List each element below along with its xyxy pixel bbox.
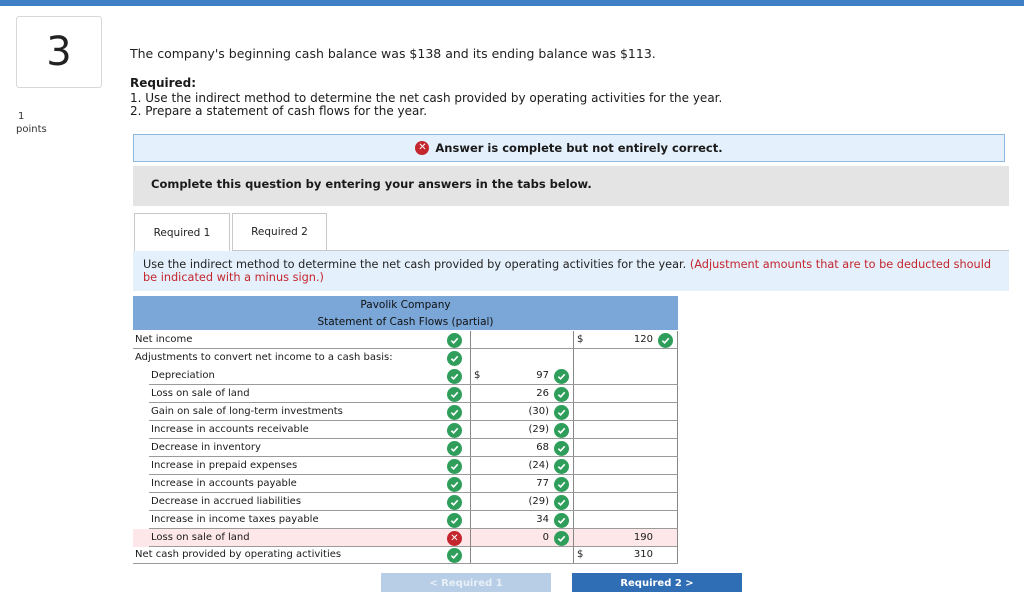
- adjustment-label: Increase in prepaid expenses: [151, 460, 298, 471]
- adjustment-row: [133, 493, 678, 511]
- check-icon: [447, 441, 462, 456]
- adjustment-row: [133, 439, 678, 457]
- result-banner-text: Answer is complete but not entirely correct.: [435, 141, 723, 155]
- check-icon: [447, 405, 462, 420]
- net-cash-row: [133, 546, 678, 564]
- adjustment-total-cell[interactable]: [574, 511, 678, 529]
- check-icon: [554, 405, 569, 420]
- adjustment-amount: 68: [536, 442, 549, 453]
- adjustment-row: [133, 475, 678, 493]
- check-icon: [554, 387, 569, 402]
- adjustment-amount-cell[interactable]: [470, 511, 574, 529]
- tab-instruction: [133, 251, 1009, 291]
- adjustment-amount: 34: [536, 514, 549, 525]
- adjustment-amount: (30): [528, 406, 549, 417]
- adjustment-total-cell[interactable]: [574, 439, 678, 457]
- adjustment-amount: 0: [542, 532, 549, 543]
- adjustments-col-a[interactable]: [470, 349, 574, 367]
- net-income-col-b[interactable]: [574, 331, 678, 349]
- points-value: 1: [18, 111, 25, 122]
- tab-required-1[interactable]: [134, 213, 230, 252]
- required-item-2: 2. Prepare a statement of cash flows for the year.: [130, 104, 428, 118]
- net-income-label: Net income: [135, 334, 193, 345]
- check-icon: [554, 459, 569, 474]
- adjustment-amount-cell[interactable]: [470, 493, 574, 511]
- adjustment-dollar: $: [474, 370, 481, 381]
- instruction-bar: Complete this question by entering your answers in the tabs below.: [133, 166, 1009, 206]
- check-icon: [447, 459, 462, 474]
- adjustment-label: Decrease in accrued liabilities: [151, 496, 302, 507]
- check-icon: [447, 513, 462, 528]
- check-icon: [447, 548, 462, 563]
- check-icon: [447, 387, 462, 402]
- adjustments-col-b[interactable]: [574, 349, 678, 367]
- prev-tab-button[interactable]: < Required 1: [381, 573, 551, 592]
- adjustment-total-cell[interactable]: [574, 493, 678, 511]
- adjustment-total-cell[interactable]: [574, 529, 678, 547]
- check-icon: [447, 477, 462, 492]
- check-icon: [447, 495, 462, 510]
- adjustment-total-cell[interactable]: [574, 421, 678, 439]
- adjustment-amount: (29): [528, 496, 549, 507]
- net-cash-label: Net cash provided by operating activities: [135, 549, 342, 560]
- check-icon: [554, 531, 569, 546]
- adjustment-label: Depreciation: [151, 370, 215, 381]
- adjustment-amount-cell[interactable]: [470, 421, 574, 439]
- adjustment-total-cell[interactable]: [574, 385, 678, 403]
- adjustment-amount-cell[interactable]: [470, 403, 574, 421]
- check-icon: [447, 351, 462, 366]
- adjustment-label: Decrease in inventory: [151, 442, 261, 453]
- adjustment-label: Gain on sale of long-term investments: [151, 406, 343, 417]
- check-icon: [447, 369, 462, 384]
- adjustment-amount-cell[interactable]: [470, 475, 574, 493]
- cash-flow-statement: [133, 296, 678, 565]
- adjustment-amount-cell[interactable]: [470, 529, 574, 547]
- adjustment-label: Loss on sale of land: [151, 532, 250, 543]
- adjustments-total: 190: [633, 532, 653, 543]
- required-heading: Required:: [130, 76, 197, 90]
- x-circle-icon: ✕: [415, 141, 429, 155]
- adjustment-amount: 97: [536, 370, 549, 381]
- adjustment-row: [133, 385, 678, 403]
- adjustment-amount-cell[interactable]: [470, 385, 574, 403]
- net-cash-value: 310: [633, 549, 653, 560]
- check-icon: [554, 477, 569, 492]
- check-icon: [554, 369, 569, 384]
- adjustment-total-cell[interactable]: [574, 367, 678, 385]
- check-icon: [658, 333, 673, 348]
- adjustment-amount-cell[interactable]: [470, 457, 574, 475]
- next-tab-button[interactable]: Required 2 >: [572, 573, 742, 592]
- question-number: 3: [16, 16, 102, 88]
- tab-required-1-label: Required 1: [153, 227, 211, 239]
- net-cash-col-a[interactable]: [470, 546, 574, 564]
- adjustment-row: [133, 367, 678, 385]
- adjustment-label: Increase in income taxes payable: [151, 514, 319, 525]
- statement-title: Statement of Cash Flows (partial): [133, 313, 678, 330]
- adjustment-amount: 26: [536, 388, 549, 399]
- adjustments-label: Adjustments to convert net income to a cash basis:: [135, 352, 393, 363]
- x-icon: ✕: [447, 531, 462, 546]
- check-icon: [554, 423, 569, 438]
- net-income-row: [133, 331, 678, 349]
- adjustment-row: [133, 421, 678, 439]
- adjustment-amount: (29): [528, 424, 549, 435]
- check-icon: [554, 441, 569, 456]
- adjustments-row: [133, 349, 678, 367]
- net-income-dollar: $: [577, 334, 584, 345]
- adjustment-row: [133, 511, 678, 529]
- check-icon: [554, 495, 569, 510]
- adjustment-row: [133, 529, 678, 547]
- check-icon: [447, 333, 462, 348]
- net-income-col-a[interactable]: [470, 331, 574, 349]
- top-accent-bar: [0, 0, 1024, 6]
- adjustment-total-cell[interactable]: [574, 457, 678, 475]
- net-income-value: 120: [633, 334, 653, 345]
- adjustment-label: Increase in accounts payable: [151, 478, 297, 489]
- adjustment-total-cell[interactable]: [574, 475, 678, 493]
- adjustment-amount-cell[interactable]: [470, 367, 574, 385]
- adjustment-total-cell[interactable]: [574, 403, 678, 421]
- tab-instruction-note: (Adjustment amounts that are to be deducted should be indicated with a minus sign.): [143, 258, 992, 284]
- check-icon: [447, 423, 462, 438]
- net-cash-dollar: $: [577, 549, 584, 560]
- tab-required-2-label: Required 2: [251, 226, 308, 238]
- net-cash-col-b[interactable]: [574, 546, 678, 564]
- adjustment-row: [133, 403, 678, 421]
- check-icon: [554, 513, 569, 528]
- adjustment-label: Increase in accounts receivable: [151, 424, 309, 435]
- company-name: Pavolik Company: [133, 296, 678, 313]
- tab-required-2[interactable]: [232, 213, 327, 251]
- adjustment-amount-cell[interactable]: [470, 439, 574, 457]
- adjustment-row: [133, 457, 678, 475]
- tab-instruction-main: Use the indirect method to determine the net cash provided by operating activities for the year.: [143, 258, 687, 271]
- adjustment-amount: 77: [536, 478, 549, 489]
- question-stem: The company's beginning cash balance was $138 and its ending balance was $113.: [130, 46, 656, 61]
- result-banner: [133, 134, 1005, 162]
- row-divider: [133, 563, 678, 564]
- required-item-1: 1. Use the indirect method to determine the net cash provided by operating activities for the year.: [130, 91, 723, 105]
- adjustment-amount: (24): [528, 460, 549, 471]
- points-label: points: [16, 124, 47, 135]
- adjustment-label: Loss on sale of land: [151, 388, 250, 399]
